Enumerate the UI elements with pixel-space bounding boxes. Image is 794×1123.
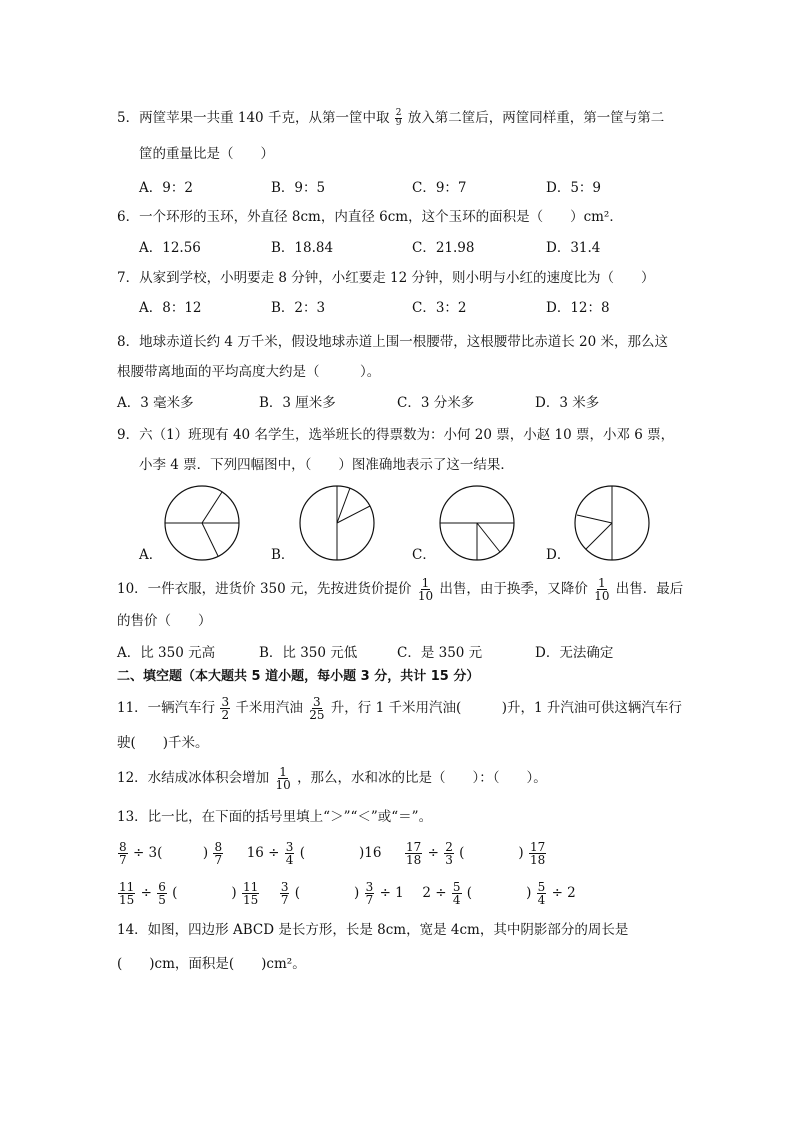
q10-fraction-2: $\frac{1}{10}$ [594,576,610,603]
q13-r1-frac: $\frac{17}{18}$ [530,840,546,867]
pie-chart-a [163,484,241,562]
q11-line2: 驶( )千米。 [117,735,209,751]
q7-option-a[interactable]: A．8：12 [139,300,202,316]
pie-a-radius-1 [202,492,222,523]
q13-r2-frac: $\frac{5}{4}$ [537,880,546,907]
q8-line1: 8．地球赤道长约 4 万千米，假设地球赤道上围一根腰带，这根腰带比赤道长 20 米，那么这 [117,334,669,350]
pie-chart-d [573,484,651,562]
q8-option-b[interactable]: B．3 厘米多 [259,395,336,411]
section-2-title: 二、填空题（本大题共 5 道小题，每小题 3 分，共计 15 分） [117,669,480,684]
q6-option-d[interactable]: D．31.4 [546,240,601,256]
q5-option-a[interactable]: A．9：2 [139,180,193,196]
q5-option-b[interactable]: B．9：5 [271,180,326,196]
q14-line2: ( )cm，面积是( )cm²。 [117,956,306,972]
q10-option-d[interactable]: D．无法确定 [535,645,614,661]
q13-r2-frac: $\frac{3}{7}$ [280,880,289,907]
q9-line2: 小李 4 票．下列四幅图中，（ ）图准确地表示了这一结果． [139,457,514,473]
q11-fraction-1: $\frac{3}{2}$ [221,695,230,722]
q5-option-c[interactable]: C．9：7 [412,180,467,196]
q10-fraction-1: $\frac{1}{10}$ [417,576,434,603]
pie-d-radius-2 [586,523,612,549]
q12-line: 12．水结成冰体积会增加 $\frac{1}{10}$ ，那么，水和冰的比是（ ）：（ ）。 [117,765,547,792]
q9-option-a[interactable]: A． [139,547,163,563]
q11-fraction-2: $\frac{3}{25}$ [309,695,325,722]
q13-r1-frac: $\frac{8}{7}$ [119,840,127,867]
q6-option-b[interactable]: B．18.84 [271,240,334,256]
q9-option-c[interactable]: C． [412,547,436,563]
q12-fraction: $\frac{1}{10}$ [275,765,291,792]
pie-chart-b [298,484,376,562]
q7-option-c[interactable]: C．3：2 [412,300,467,316]
q10-option-b[interactable]: B．比 350 元低 [259,645,358,661]
q10-line2: 的售价（ ） [117,613,212,629]
q5-option-d[interactable]: D．5：9 [546,180,602,196]
pie-chart-c [438,484,516,562]
q6-text: 6．一个环形的玉环，外直径 8cm，内直径 6cm，这个玉环的面积是（ ）cm²． [117,209,623,225]
q13-r2-frac: $\frac{11}{15}$ [242,880,259,907]
q13-r2-frac: $\frac{3}{7}$ [365,880,374,907]
q5-line1: 5．两筐苹果一共重 140 千克，从第一筐中取 $\frac{2}{9}$ 放入第二筐后，两筐同样重，第一筐与第二 [117,108,665,128]
q10-option-c[interactable]: C．是 350 元 [397,645,483,661]
q5-fraction: $\frac{2}{9}$ [395,108,402,128]
q13-r1-frac: $\frac{2}{3}$ [445,840,453,867]
q10-option-a[interactable]: A．比 350 元高 [117,645,216,661]
q7-option-d[interactable]: D．12：8 [546,300,610,316]
q7-text: 7．从家到学校，小明要走 8 分钟，小红要走 12 分钟，则小明与小红的速度比为（ ） [117,270,655,286]
q11-line1: 11．一辆汽车行 $\frac{3}{2}$ 千米用汽油 $\frac{3}{25}$ 升，行 1 千米用汽油( )升，1 升汽油可供这辆汽车行 [117,695,682,722]
q13-row-2: $\frac{11}{15}$ ÷ $\frac{6}{5}$ ( ) $\frac{11}{15}$ $\frac{3}{7}$ ( ) $\frac{3}{7}$ ÷ 1 2 ÷ $\frac{5}{4}$ ( ) $\frac{5}{4}$ ÷ 2 [119,880,576,907]
q5-line2: 筐的重量比是（ ） [139,146,274,162]
q13-r1-frac: $\frac{8}{7}$ [214,840,223,867]
q13-r2-frac: $\frac{5}{4}$ [452,880,461,907]
q14-line1: 14．如图，四边形 ABCD 是长方形，长是 8cm，宽是 4cm，其中阴影部分的周长是 [117,922,629,938]
q9-option-b[interactable]: B． [271,547,295,563]
pie-d-radius-1 [577,515,612,523]
q7-option-b[interactable]: B．2：3 [271,300,326,316]
q6-option-a[interactable]: A．12.56 [139,240,201,256]
q9-line1: 9．六（1）班现有 40 名学生，选举班长的得票数为：小何 20 票，小赵 10 票，小邓 6 票， [117,427,675,443]
pie-a-radius-2 [202,523,218,556]
q8-option-d[interactable]: D．3 米多 [535,395,600,411]
q13-r2-frac: $\frac{11}{15}$ [119,880,135,907]
q13-r2-frac: $\frac{6}{5}$ [158,880,166,907]
q13-r1-frac: $\frac{3}{4}$ [285,840,294,867]
q13-text: 13．比一比，在下面的括号里填上“＞”“＜”或“＝”。 [117,809,433,825]
q8-line2: 根腰带离地面的平均高度大约是（ ）。 [117,364,381,380]
q9-option-d[interactable]: D． [546,547,571,563]
pie-c-radius-2 [477,523,500,552]
q8-option-a[interactable]: A．3 毫米多 [117,395,194,411]
q13-r1-frac: $\frac{17}{18}$ [406,840,422,867]
q8-option-c[interactable]: C．3 分米多 [397,395,475,411]
q13-row-1: $\frac{8}{7}$ ÷ 3( ) $\frac{8}{7}$ 16 ÷ $\frac{3}{4}$ ( )16 $\frac{17}{18}$ ÷ $\frac{2}{3}$ ( ) $\frac{17}{18}$ [119,840,546,867]
q6-option-c[interactable]: C．21.98 [412,240,475,256]
q10-line1: 10．一件衣服，进货价 350 元，先按进货价提价 $\frac{1}{10}$ 出售，由于换季，又降价 $\frac{1}{10}$ 出售．最后 [117,576,684,603]
